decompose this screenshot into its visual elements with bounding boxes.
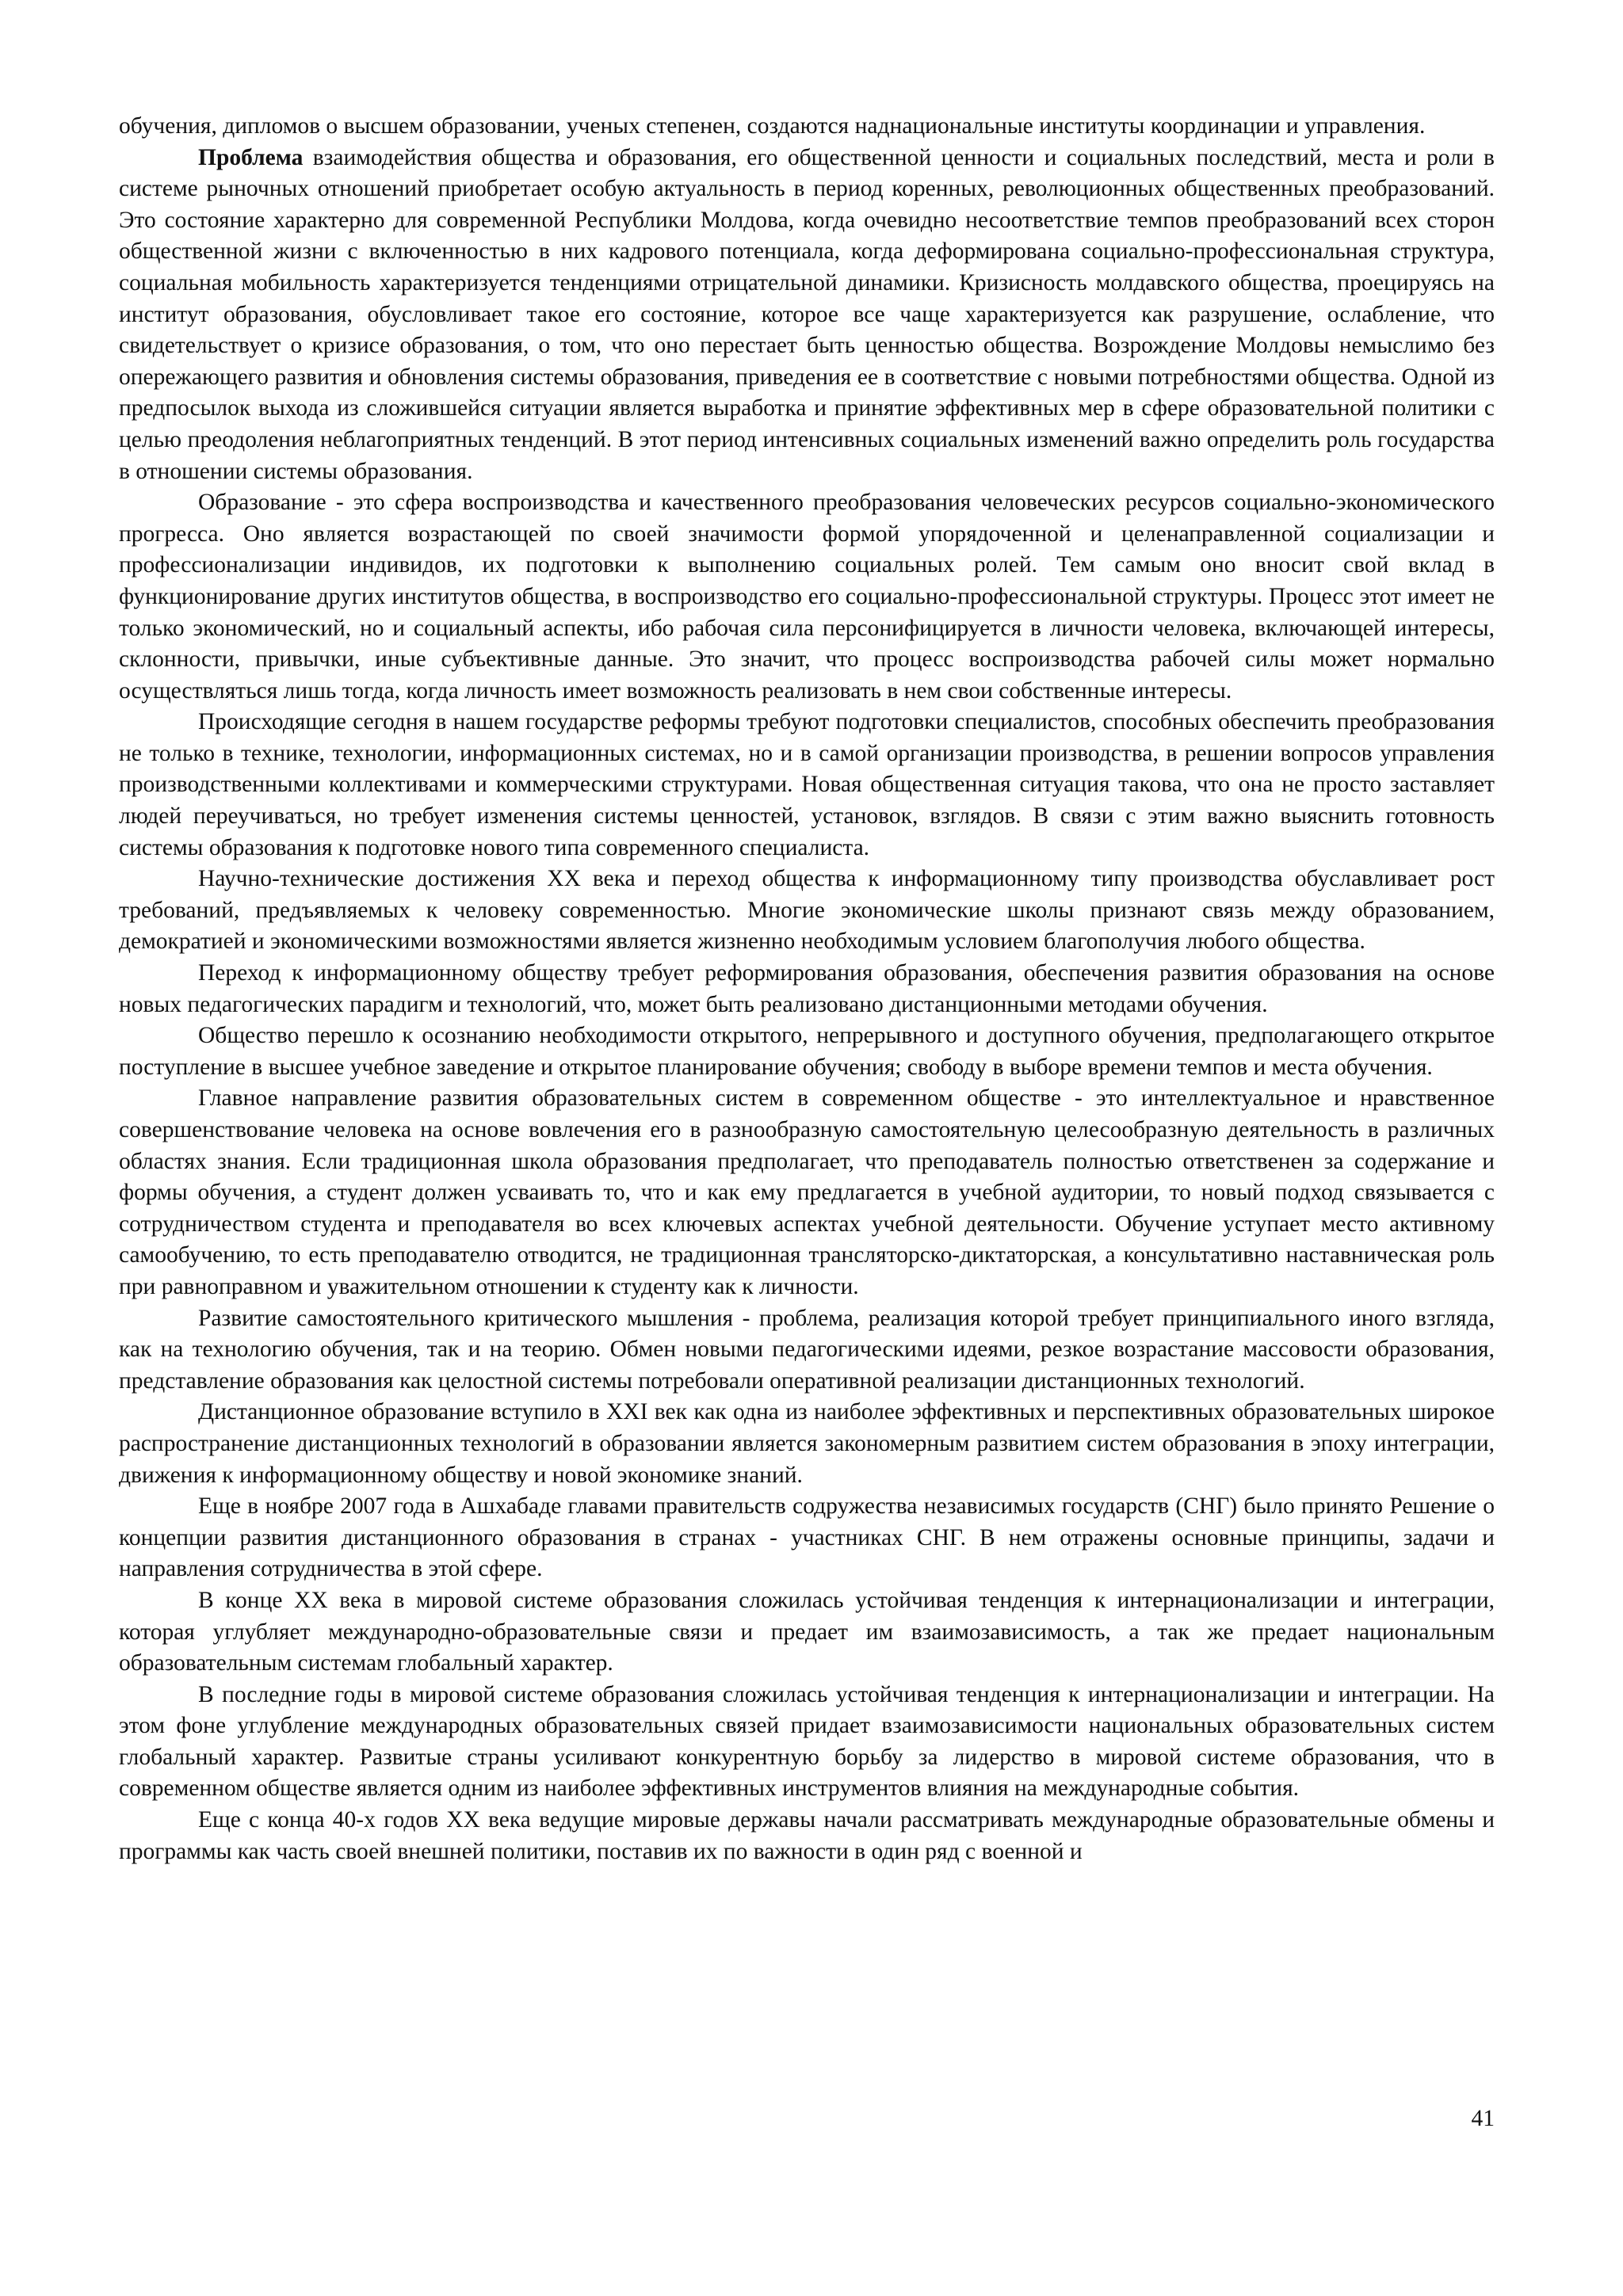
paragraph-continuation xyxy=(119,111,1495,143)
paragraph-text: Общество перешло к осознанию необходимости открытого, непрерывного и доступного обучения, предполагающего открытое поступление в высшее учебное заведение и открытое планирование обучения; свободу в выборе времени темпов и места обучения. xyxy=(119,1023,1495,1080)
paragraph-text: Еще в ноябре 2007 года в Ашхабаде главами правительств содружества независимых государств (СНГ) было принято Решение о концепции развития дистанционного образования в странах - участниках СНГ. В нем отражены основные принципы, задачи и направления сотрудничества в этой сфере. xyxy=(119,1493,1495,1582)
page-body xyxy=(119,111,1495,1867)
paragraph-critical-thinking xyxy=(119,1303,1495,1398)
paragraph-end-of-xx-century xyxy=(119,1585,1495,1680)
paragraph-text: Научно-технические достижения XX века и переход общества к информационному типу производства обуславливает рост требований, предъявляемых к человеку современностью. Многие экономические школы признают связь между образованием, демократией и экономическими возможностями является жизненно необходимым условием благополучия любого общества. xyxy=(119,866,1495,955)
paragraph-text: обучения, дипломов о высшем образовании, ученых степенен, создаются наднациональные институты координации и управления. xyxy=(119,113,1426,139)
paragraph-text: В конце XX века в мировой системе образования сложилась устойчивая тенденция к интернационализации и интеграции, которая углубляет международно-образовательные связи и предает им взаимозависимость, а так же предает национальным образовательным системам глобальный характер. xyxy=(119,1587,1495,1676)
paragraph-recent-years xyxy=(119,1680,1495,1805)
paragraph-distance-education xyxy=(119,1397,1495,1491)
paragraph-text: Главное направление развития образовательных систем в современном обществе - это интеллектуальное и нравственное совершенствование человека на основе вовлечения его в разнообразную самостоятельную целесообразную деятельность в различных областях знания. Если традиционная школа образования предполагает, что преподаватель полностью ответственен за содержание и формы обучения, а студент должен усваивать то, что и как ему предлагается в учебной аудитории, то новый подход связывается с сотрудничеством студента и преподавателя во всех ключевых аспектах учебной деятельности. Обучение уступает место активному самообучению, то есть преподавателю отводится, не традиционная трансляторско-диктаторская, а консультативно наставническая роль при равноправном и уважительном отношении к студенту как к личности. xyxy=(119,1085,1495,1299)
page-number: 41 xyxy=(1471,2106,1495,2131)
paragraph-reforms xyxy=(119,707,1495,864)
paragraph-text: Еще с конца 40-х годов XX века ведущие мировые державы начали рассматривать международные образовательные обмены и программы как часть своей внешней политики, поставив их по важности в один ряд с военной и xyxy=(119,1807,1495,1864)
paragraph-ashgabat-2007 xyxy=(119,1491,1495,1585)
paragraph-text: взаимодействия общества и образования, его общественной ценности и социальных последствий, места и роли в системе рыночных отношений приобретает особую актуальность в период коренных, революционных общественных преобразований. Это состояние характерно для современной Республики Молдова, когда очевидно несоответствие темпов преобразований всех сторон общественной жизни с включенностью в них кадрового потенциала, когда деформирована социально-профессиональная структура, социальная мобильность характеризуется тенденциями отрицательной динамики. Кризисность молдавского общества, проецируясь на институт образования, обусловливает такое его состояние, которое все чаще характеризуется как разрушение, ослабление, что свидетельствует о кризисе образования, о том, что оно перестает быть ценностью общества. Возрождение Молдовы немыслимо без опережающего развития и обновления системы образования, приведения ее в соответствие с новыми потребностями общества. Одной из предпосылок выхода из сложившейся ситуации является выработка и принятие эффективных мер в сфере образовательной политики с целью преодоления неблагоприятных тенденций. В этот период интенсивных социальных изменений важно определить роль государства в отношении системы образования. xyxy=(119,144,1495,484)
paragraph-since-1940s xyxy=(119,1805,1495,1867)
paragraph-text: Развитие самостоятельного критического мышления - проблема, реализация которой требует принципиального иного взгляда, как на технологию обучения, так и на теорию. Обмен новыми педагогическими идеями, резкое возрастание массовости образования, представление образования как целостной системы потребовали оперативной реализации дистанционных технологий. xyxy=(119,1305,1495,1394)
paragraph-information-society xyxy=(119,958,1495,1020)
paragraph-scientific-achievements xyxy=(119,864,1495,958)
paragraph-text: Переход к информационному обществу требует реформирования образования, обеспечения развития образования на основе новых педагогических парадигм и технологий, что, может быть реализовано дистанционными методами обучения. xyxy=(119,960,1495,1017)
paragraph-main-direction xyxy=(119,1083,1495,1302)
paragraph-text: Дистанционное образование вступило в XXI век как одна из наиболее эффективных и перспективных образовательных широкое распространение дистанционных технологий в образовании является закономерным развитием систем образования в эпоху интеграции, движения к информационному обществу и новой экономике знаний. xyxy=(119,1399,1495,1488)
paragraph-lead-bold: Проблема xyxy=(198,144,304,170)
paragraph-education-definition xyxy=(119,487,1495,707)
paragraph-text: Происходящие сегодня в нашем государстве реформы требуют подготовки специалистов, способных обеспечить преобразования не только в технике, технологии, информационных системах, но и в самой организации производства, в решении вопросов управления производственными коллективами и коммерческими структурами. Новая общественная ситуация такова, что она не просто заставляет людей переучиваться, но требует изменения системы ценностей, установок, взглядов. В связи с этим важно выяснить готовность системы образования к подготовке нового типа современного специалиста. xyxy=(119,709,1495,860)
paragraph-text: В последние годы в мировой системе образования сложилась устойчивая тенденция к интернационализации и интеграции. На этом фоне углубление международных образовательных связей придает взаимозависимости национальных образовательных систем глобальный характер. Развитые страны усиливают конкурентную борьбу за лидерство в мировой системе образования, что в современном обществе является одним из наиболее эффективных инструментов влияния на международные события. xyxy=(119,1681,1495,1802)
paragraph-problem xyxy=(119,143,1495,488)
paragraph-open-learning xyxy=(119,1020,1495,1083)
paragraph-text: Образование - это сфера воспроизводства и качественного преобразования человеческих ресурсов социально-экономического прогресса. Оно является возрастающей по своей значимости формой упорядоченной и целенаправленной социализации и профессионализации индивидов, их подготовки к выполнению социальных ролей. Тем самым оно вносит свой вклад в функционирование других институтов общества, в воспроизводство его социально-профессиональной структуры. Процесс этот имеет не только экономический, но и социальный аспекты, ибо рабочая сила персонифицируется в личности человека, включающей интересы, склонности, привычки, иные субъективные данные. Это значит, что процесс воспроизводства рабочей силы может нормально осуществляться лишь тогда, когда личность имеет возможность реализовать в нем свои собственные интересы. xyxy=(119,490,1495,704)
